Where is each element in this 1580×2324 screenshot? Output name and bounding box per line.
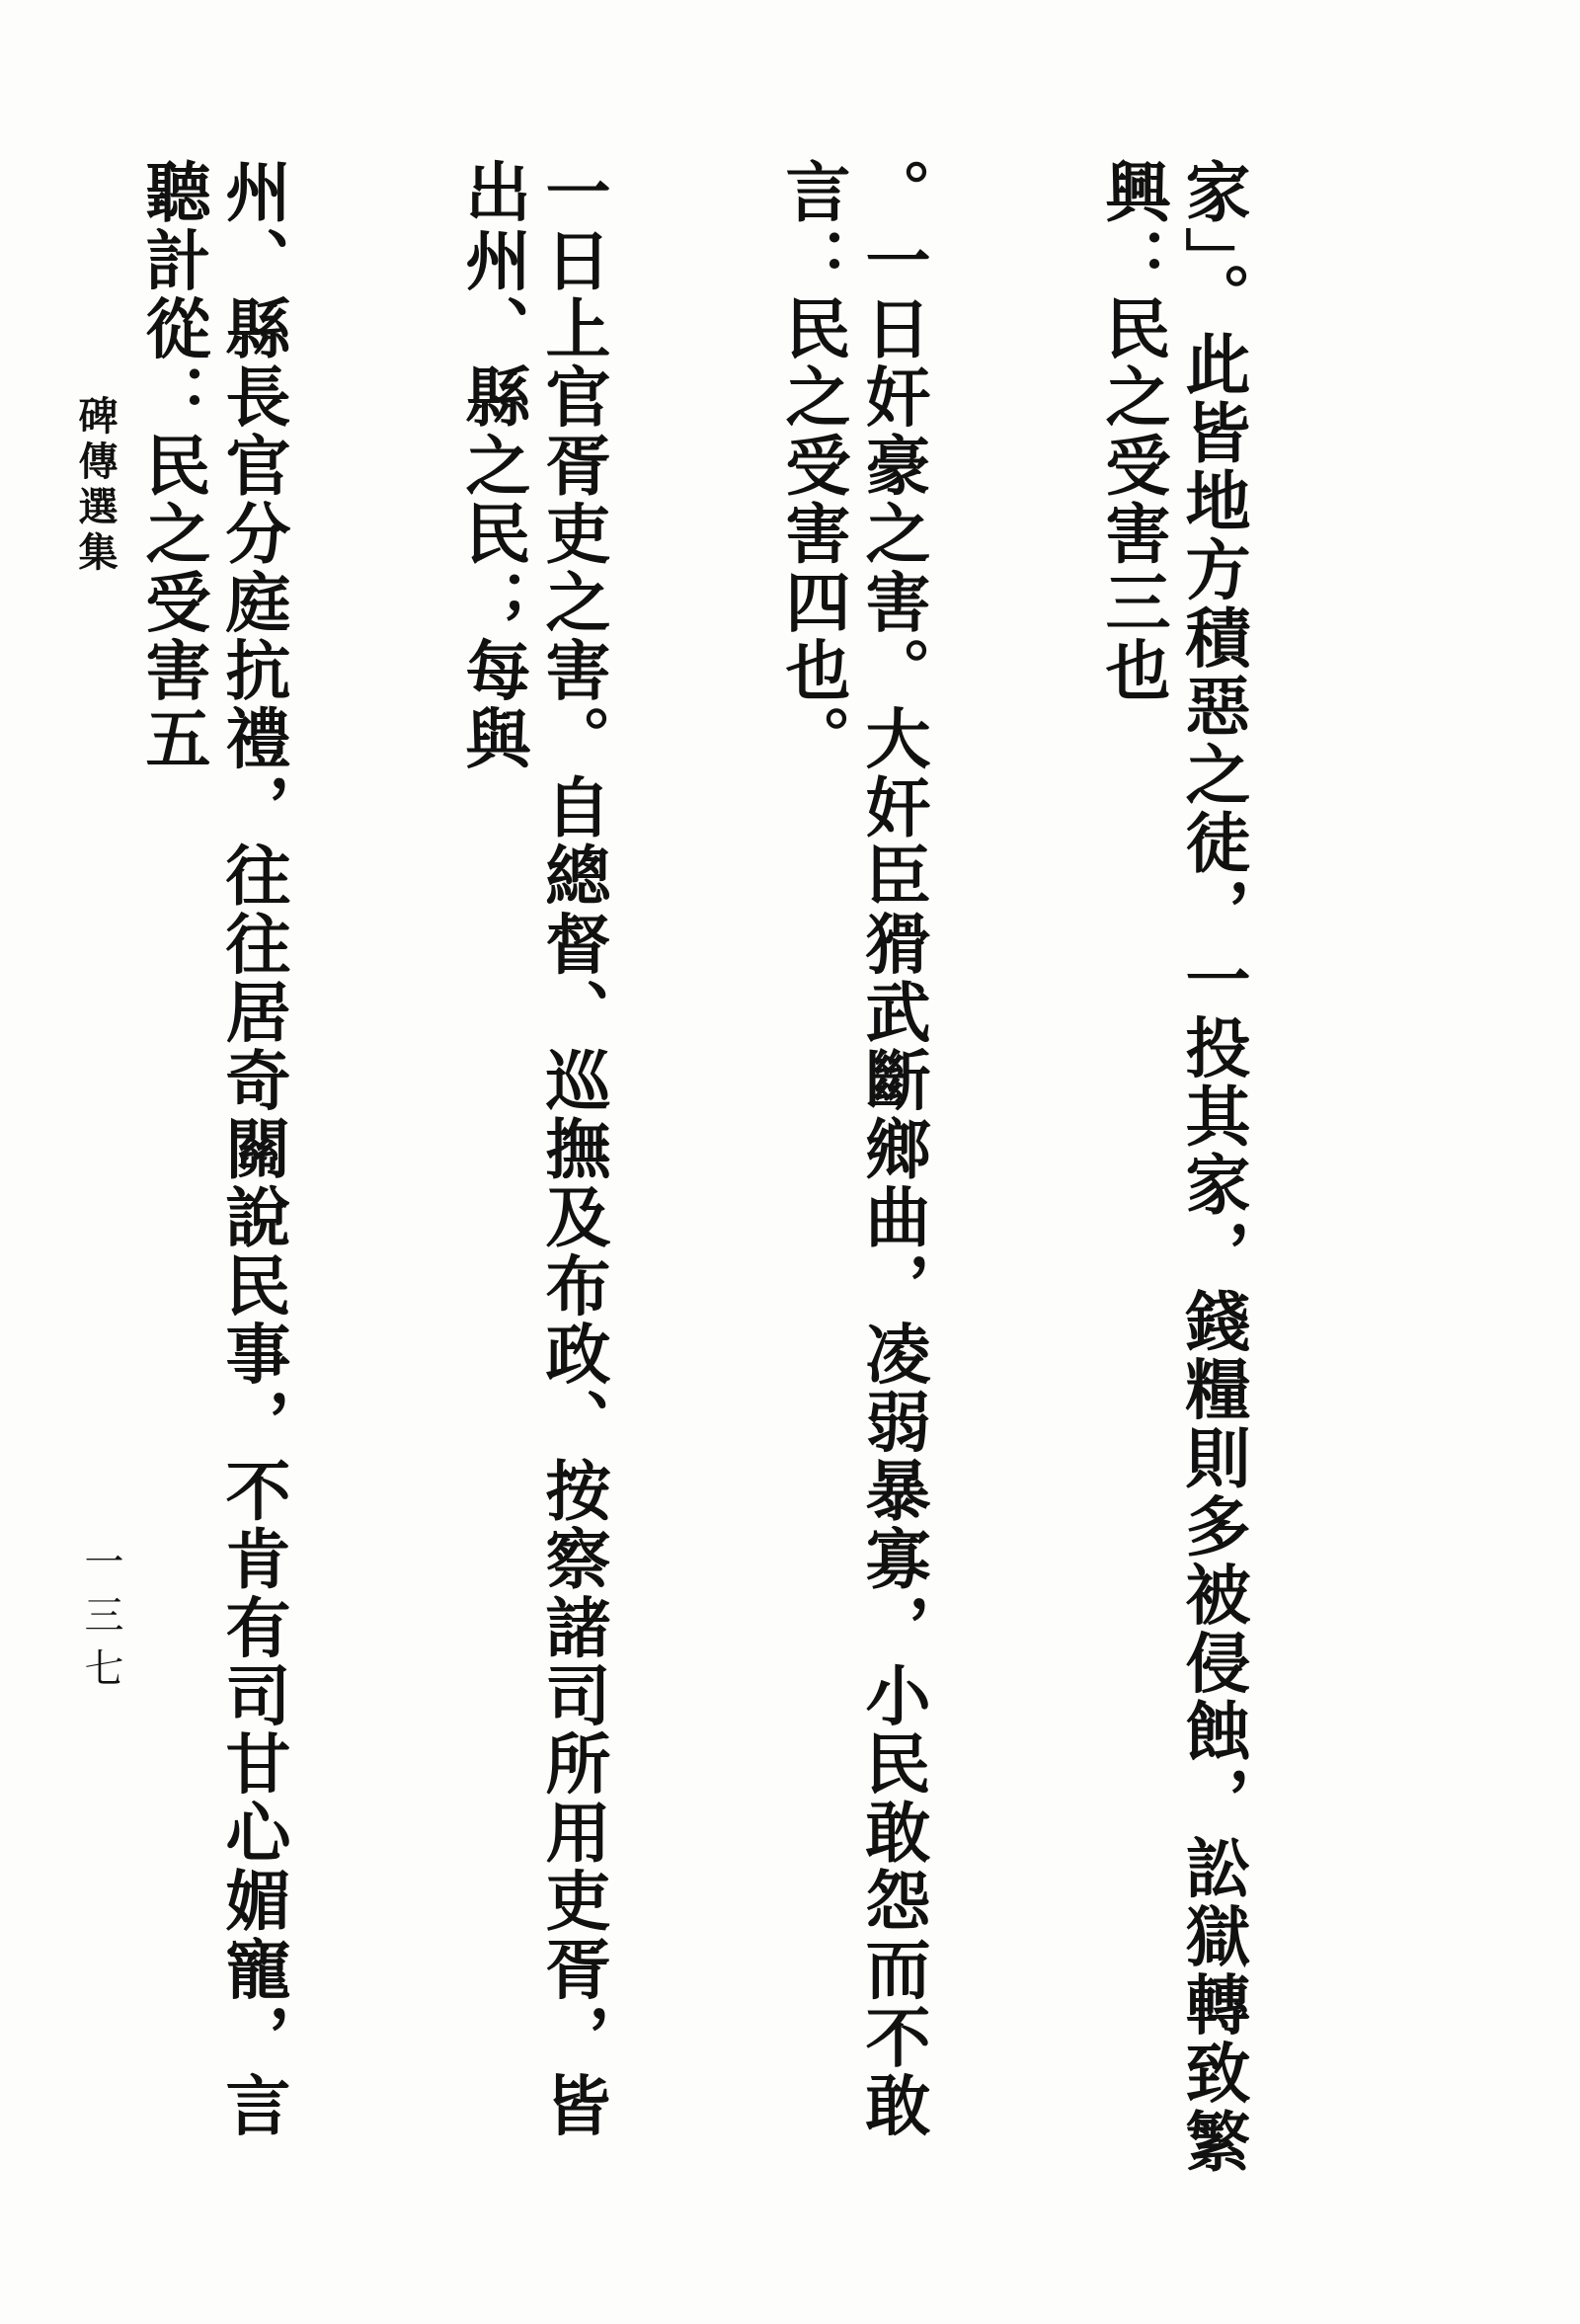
page-number: 一三七 (78, 1541, 123, 1701)
text-column: 。一日奸豪之害。大奸臣猾武斷鄉曲，凌弱暴寡，小民敢怨而不敢言：民之受害四也。 (774, 158, 931, 2140)
running-head: 碑傳選集 (72, 395, 118, 577)
text-column: 家」。此皆地方積惡之徒，一投其家，錢糧則多被侵蝕，訟獄轉致繁興：民之受害三也 (1094, 158, 1251, 2176)
text-column: 州、縣長官分庭抗禮，往往居奇關說民事，不肯有司甘心媚寵，言聽計從：民之受害五 (134, 158, 291, 2140)
text-column: 一日上官胥吏之害。自總督、巡撫及布政、按察諸司所用吏胥，皆出州、縣之民；每與 (454, 158, 611, 2140)
body-text (134, 158, 1412, 2183)
